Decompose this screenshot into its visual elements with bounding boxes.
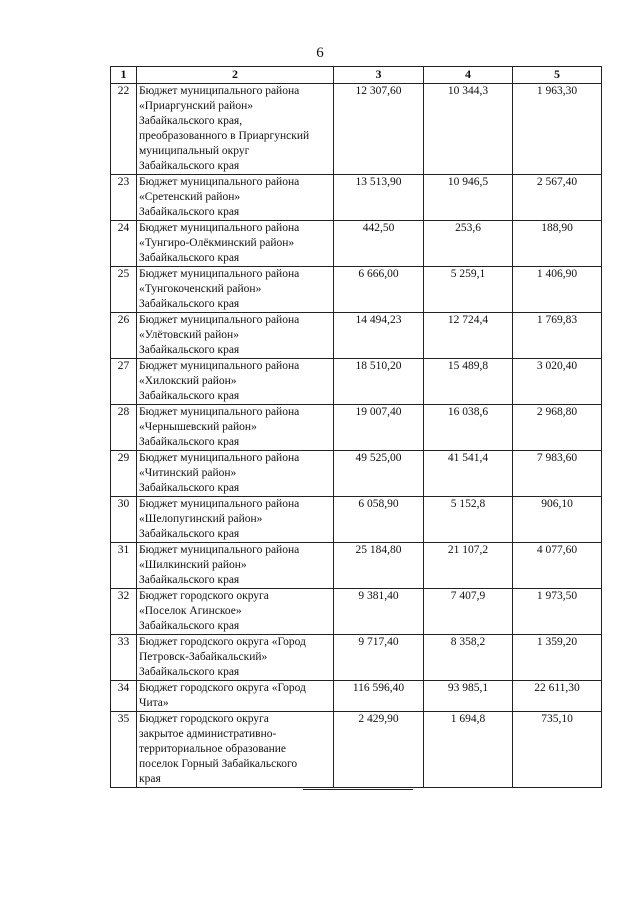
value-col-5: 1 406,90 xyxy=(513,267,602,313)
value-col-4: 8 358,2 xyxy=(424,635,513,681)
budget-name: Бюджет муниципального района «Приаргунский район» Забайкальского края, преобразованного в Приаргунский муниципальный округ Забайкальского края xyxy=(137,84,334,175)
table-row xyxy=(111,359,602,405)
budget-name: Бюджет муниципального района «Улётовский район» Забайкальского края xyxy=(137,313,334,359)
value-col-4: 1 694,8 xyxy=(424,712,513,788)
value-col-4: 5 152,8 xyxy=(424,497,513,543)
value-col-4: 16 038,6 xyxy=(424,405,513,451)
row-number: 26 xyxy=(111,313,137,359)
value-col-3: 18 510,20 xyxy=(334,359,424,405)
value-col-3: 14 494,23 xyxy=(334,313,424,359)
value-col-3: 9 717,40 xyxy=(334,635,424,681)
row-number: 25 xyxy=(111,267,137,313)
value-col-5: 2 567,40 xyxy=(513,175,602,221)
value-col-4: 21 107,2 xyxy=(424,543,513,589)
value-col-5: 735,10 xyxy=(513,712,602,788)
value-col-4: 41 541,4 xyxy=(424,451,513,497)
header-col-2: 2 xyxy=(137,67,334,84)
budget-name: Бюджет муниципального района «Тунгиро-Олёкминский район» Забайкальского края xyxy=(137,221,334,267)
value-col-5: 3 020,40 xyxy=(513,359,602,405)
row-number: 33 xyxy=(111,635,137,681)
value-col-5: 1 973,50 xyxy=(513,589,602,635)
budget-name: Бюджет муниципального района «Сретенский район» Забайкальского края xyxy=(137,175,334,221)
value-col-5: 1 963,30 xyxy=(513,84,602,175)
page-number: 6 xyxy=(316,45,324,61)
row-number: 28 xyxy=(111,405,137,451)
value-col-3: 49 525,00 xyxy=(334,451,424,497)
value-col-4: 10 344,3 xyxy=(424,84,513,175)
row-number: 23 xyxy=(111,175,137,221)
table-row xyxy=(111,451,602,497)
value-col-3: 12 307,60 xyxy=(334,84,424,175)
value-col-4: 7 407,9 xyxy=(424,589,513,635)
header-col-5: 5 xyxy=(513,67,602,84)
row-number: 27 xyxy=(111,359,137,405)
budget-name: Бюджет муниципального района «Хилокский район» Забайкальского края xyxy=(137,359,334,405)
value-col-4: 12 724,4 xyxy=(424,313,513,359)
table-row xyxy=(111,681,602,712)
value-col-5: 1 769,83 xyxy=(513,313,602,359)
table-row xyxy=(111,405,602,451)
row-number: 35 xyxy=(111,712,137,788)
value-col-4: 93 985,1 xyxy=(424,681,513,712)
header-col-1: 1 xyxy=(111,67,137,84)
row-number: 29 xyxy=(111,451,137,497)
value-col-5: 1 359,20 xyxy=(513,635,602,681)
value-col-3: 19 007,40 xyxy=(334,405,424,451)
value-col-3: 6 058,90 xyxy=(334,497,424,543)
header-col-3: 3 xyxy=(334,67,424,84)
budget-name: Бюджет муниципального района «Шилкинский район» Забайкальского края xyxy=(137,543,334,589)
row-number: 32 xyxy=(111,589,137,635)
table-row xyxy=(111,589,602,635)
budget-name: Бюджет муниципального района «Тунгокоченский район» Забайкальского края xyxy=(137,267,334,313)
table-row xyxy=(111,175,602,221)
budget-name: Бюджет городского округа «Город Петровск-Забайкальский» Забайкальского края xyxy=(137,635,334,681)
value-col-4: 5 259,1 xyxy=(424,267,513,313)
table-row xyxy=(111,221,602,267)
table-row xyxy=(111,84,602,175)
value-col-3: 116 596,40 xyxy=(334,681,424,712)
budget-table xyxy=(110,66,602,788)
budget-name: Бюджет городского округа «Поселок Агинское» Забайкальского края xyxy=(137,589,334,635)
value-col-5: 906,10 xyxy=(513,497,602,543)
budget-name: Бюджет городского округа «Город Чита» xyxy=(137,681,334,712)
value-col-3: 442,50 xyxy=(334,221,424,267)
value-col-3: 9 381,40 xyxy=(334,589,424,635)
budget-name: Бюджет муниципального района «Шелопугинский район» Забайкальского края xyxy=(137,497,334,543)
value-col-3: 2 429,90 xyxy=(334,712,424,788)
table-row xyxy=(111,267,602,313)
budget-name: Бюджет муниципального района «Чернышевский район» Забайкальского края xyxy=(137,405,334,451)
table-header-row xyxy=(111,67,602,84)
header-col-4: 4 xyxy=(424,67,513,84)
value-col-3: 25 184,80 xyxy=(334,543,424,589)
value-col-4: 15 489,8 xyxy=(424,359,513,405)
value-col-5: 2 968,80 xyxy=(513,405,602,451)
row-number: 34 xyxy=(111,681,137,712)
value-col-4: 10 946,5 xyxy=(424,175,513,221)
value-col-4: 253,6 xyxy=(424,221,513,267)
budget-name: Бюджет муниципального района «Читинский район» Забайкальского края xyxy=(137,451,334,497)
value-col-3: 6 666,00 xyxy=(334,267,424,313)
table-row xyxy=(111,497,602,543)
value-col-5: 4 077,60 xyxy=(513,543,602,589)
value-col-5: 7 983,60 xyxy=(513,451,602,497)
value-col-3: 13 513,90 xyxy=(334,175,424,221)
budget-name: Бюджет городского округа закрытое административно- территориальное образование поселок Горный Забайкальского края xyxy=(137,712,334,788)
value-col-5: 22 611,30 xyxy=(513,681,602,712)
table-row xyxy=(111,313,602,359)
table-row xyxy=(111,712,602,788)
table-row xyxy=(111,543,602,589)
row-number: 24 xyxy=(111,221,137,267)
footer-divider xyxy=(303,789,413,790)
table-row xyxy=(111,635,602,681)
value-col-5: 188,90 xyxy=(513,221,602,267)
row-number: 31 xyxy=(111,543,137,589)
row-number: 22 xyxy=(111,84,137,175)
row-number: 30 xyxy=(111,497,137,543)
